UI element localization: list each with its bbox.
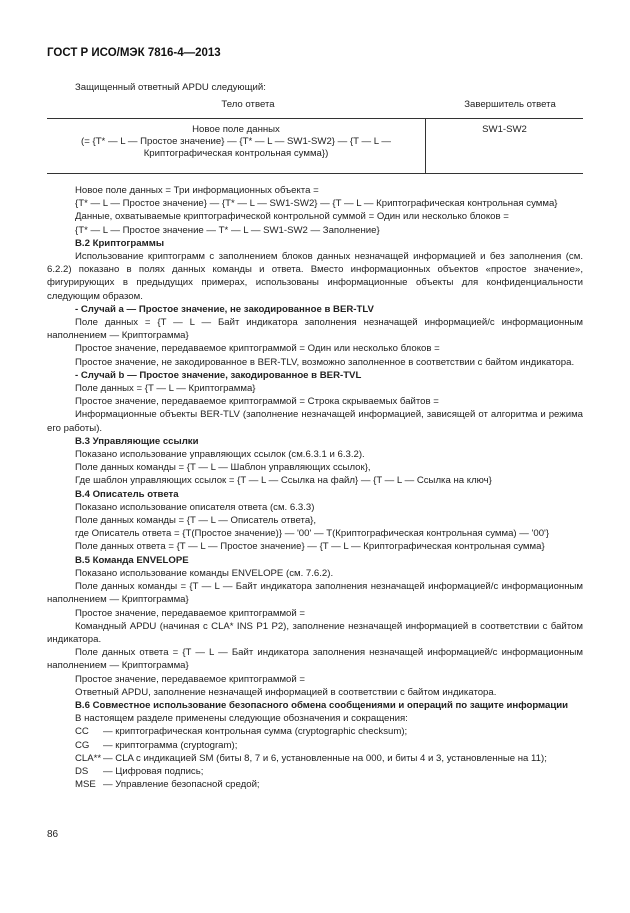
case-heading: - Случай a — Простое значение, не закодированное в BER-TLV (75, 303, 374, 315)
paragraph: {T* — L — Простое значение — T* — L — SW1-SW2 — Заполнение} (75, 224, 380, 236)
abbreviation-key: DS (75, 765, 89, 777)
paragraph: Поле данных ответа = {T — L — Байт индикатора заполнения незначащей информацией/с информационным наполнением — Криптограмма} (47, 647, 583, 672)
section-heading: В.3 Управляющие ссылки (75, 435, 199, 447)
paragraph: Простое значение, не закодированное в BER-TLV, возможно заполненное в соответствии с байтом индикатора. (75, 356, 575, 368)
abbreviation-row (47, 752, 583, 765)
response-table (47, 118, 583, 174)
abbreviation-row (47, 725, 583, 738)
table-cell-line: (= {T* — L — Простое значение} — {T* — L — SW1-SW2} — {T — L — (81, 136, 391, 147)
case-heading: - Случай b — Простое значение, закодированное в BER-TVL (75, 369, 362, 381)
table-header-terminator: Завершитель ответа (464, 99, 556, 110)
paragraph: В настоящем разделе применены следующие обозначения и сокращения: (75, 713, 408, 725)
page-number: 86 (47, 829, 59, 840)
paragraph: Показано использование описателя ответа (см. 6.3.3) (75, 501, 315, 513)
abbreviation-row (47, 778, 583, 791)
paragraph: {T* — L — Простое значение} — {T* — L — SW1-SW2} — {T — L — Криптографическая контрольная сумма} (75, 198, 558, 210)
paragraph: Показано использование команды ENVELOPE (см. 7.6.2). (75, 567, 334, 579)
paragraph: Информационные объекты BER-TLV (заполнение незначащей информацией, зависящей от алгоритма и режима его работы). (47, 409, 583, 434)
section-heading: В.6 Совместное использование безопасного обмена сообщениями и операций по защите информации (75, 699, 569, 711)
table-cell-line: Новое поле данных (192, 124, 280, 135)
paragraph: Новое поле данных = Три информационных объекта = (75, 185, 319, 196)
paragraph: Простое значение, передаваемое криптограммой = Строка скрываемых байтов = (75, 396, 439, 408)
table-cell-line: Криптографическая контрольная сумма}) (143, 148, 329, 159)
abbreviation-key: CG (75, 739, 90, 751)
paragraph: Поле данных = {T — L — Криптограмма} (75, 383, 256, 395)
abbreviation-text: — криптографическая контрольная сумма (cryptographic checksum); (103, 726, 408, 738)
paragraph: Простое значение, передаваемое криптограммой = (75, 673, 306, 685)
abbreviation-text: — криптограмма (cryptogram); (103, 739, 238, 751)
paragraph: Простое значение, передаваемое криптограммой = Один или несколько блоков = (75, 343, 440, 355)
document-body (47, 184, 583, 791)
intro-text: Защищенный ответный APDU следующий: (75, 82, 266, 93)
table-cell-body (47, 124, 425, 160)
paragraph: Поле данных команды = {T — L — Описатель ответа}, (75, 515, 317, 527)
paragraph: Поле данных = {T — L — Байт индикатора заполнения незначащей информацией/с информационным наполнением — Криптограмма} (47, 317, 583, 342)
abbreviation-row (47, 739, 583, 752)
abbreviation-text: — CLA с индикацией SM (биты 8, 7 и 6, установленные на 000, и биты 4 и 3, установленные на 11); (103, 752, 547, 764)
paragraph: Данные, охватываемые криптографической контрольной суммой = Один или несколько блоков = (75, 211, 509, 223)
abbreviation-text: — Управление безопасной средой; (103, 779, 260, 791)
abbreviation-key: CLA** (75, 752, 102, 764)
table-cell-terminator: SW1-SW2 (482, 124, 527, 135)
paragraph: где Описатель ответа = {T(Простое значение)} — '00' — T(Криптографическая контрольная сумма) — '00'} (75, 528, 550, 540)
abbreviation-row (47, 765, 583, 778)
paragraph: Поле данных ответа = {T — L — Простое значение} — {T — L — Криптографическая контрольная сумма} (75, 541, 545, 553)
paragraph: Ответный APDU, заполнение незначащей информацией в соответствии с байтом индикатора. (75, 686, 497, 698)
paragraph: Использование криптограмм с заполнением блоков данных незначащей информацией и без заполнения (см. 6.2.2) показано в полях данных команды и ответа. Вместо информационных объектов «простое значение», фигурирующих в предыдущих примерах, использованы информационные объекты для конфиденциальности следующим образом. (47, 251, 583, 302)
abbreviation-key: MSE (75, 779, 96, 791)
paragraph: Поле данных команды = {T — L — Байт индикатора заполнения незначащей информацией/с информационным наполнением — Криптограмма} (47, 581, 583, 606)
paragraph: Поле данных команды = {T — L — Шаблон управляющих ссылок}, (75, 462, 371, 474)
abbreviation-text: — Цифровая подпись; (103, 765, 204, 777)
paragraph: Показано использование управляющих ссылок (см.6.3.1 и 6.3.2). (75, 449, 365, 461)
section-heading: В.5 Команда ENVELOPE (75, 554, 189, 566)
abbreviation-key: CC (75, 726, 89, 738)
paragraph: Где шаблон управляющих ссылок = {T — L — Ссылка на файл} — {T — L — Ссылка на ключ} (75, 475, 492, 487)
paragraph: Командный APDU (начиная с CLA* INS P1 P2), заполнение незначащей информацией в соответствии с байтом индикатора. (47, 620, 583, 645)
section-heading: В.2 Криптограммы (75, 237, 165, 249)
paragraph: Простое значение, передаваемое криптограммой = (75, 607, 306, 619)
table-header-body: Тело ответа (221, 99, 275, 110)
document-header: ГОСТ Р ИСО/МЭК 7816-4—2013 (47, 47, 221, 59)
section-heading: В.4 Описатель ответа (75, 488, 179, 500)
